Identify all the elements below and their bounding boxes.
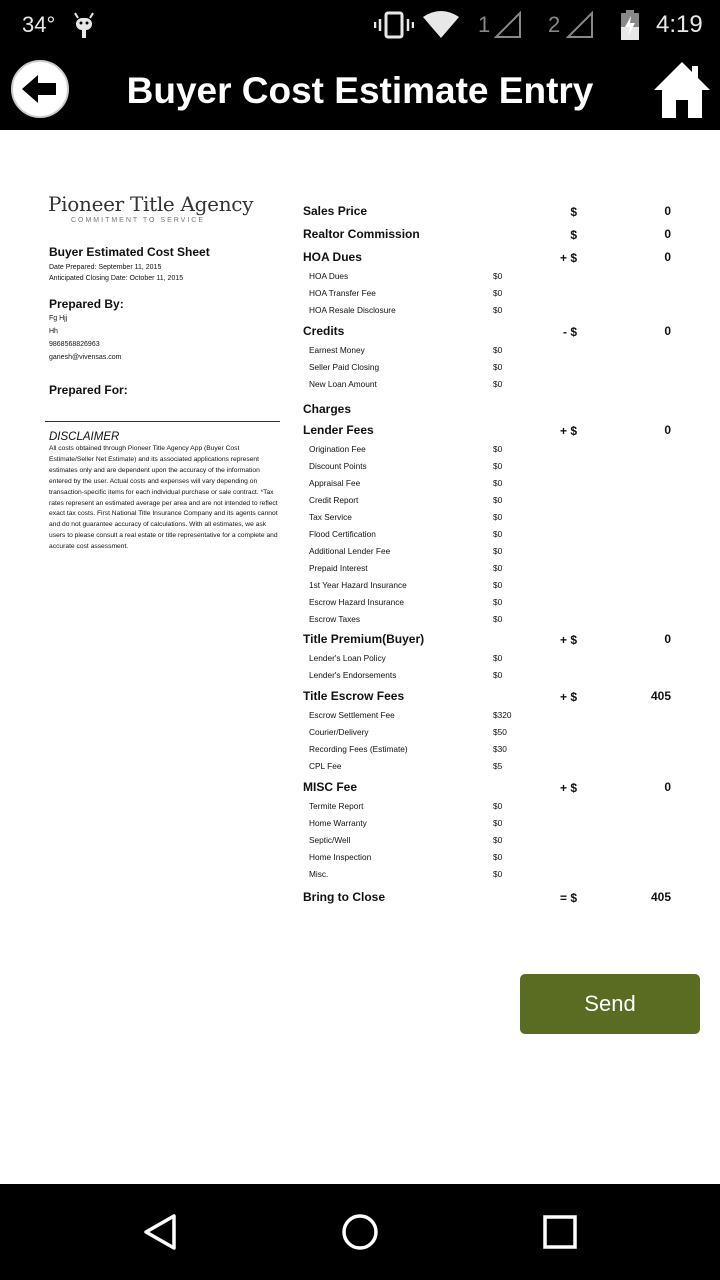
signal-2-icon: [566, 0, 594, 50]
item-appraisal-fee-amount[interactable]: $0: [493, 478, 503, 488]
section-misc-fee-label: MISC Fee: [303, 780, 358, 794]
item-hoa-dues-label: HOA Dues: [309, 271, 349, 281]
sim1-label: 1: [478, 12, 491, 37]
item-home-warranty-amount[interactable]: $0: [493, 818, 503, 828]
item-seller-paid-closing-label: Seller Paid Closing: [309, 362, 380, 372]
item-credit-report-label: Credit Report: [309, 495, 359, 505]
section-title-escrow-fees-value[interactable]: 405: [650, 689, 671, 703]
disclaimer-title: DISCLAIMER: [49, 431, 120, 443]
item-tax-service-amount[interactable]: $0: [493, 512, 503, 522]
item-discount-points-amount[interactable]: $0: [493, 461, 503, 471]
section-title-premium-buyer-value[interactable]: 0: [664, 632, 671, 646]
item-lender-s-endorsements-amount[interactable]: $0: [493, 670, 503, 680]
company-logo: [48, 192, 254, 224]
item-termite-report-amount[interactable]: $0: [493, 801, 503, 811]
section-charges-label: Charges: [303, 402, 352, 416]
item-origination-fee-label: Origination Fee: [309, 444, 366, 454]
sheet-title: Buyer Estimated Cost Sheet: [49, 245, 210, 259]
disclaimer-text: All costs obtained through Pioneer Title Agency App (Buyer Cost Estimate/Seller Net Estimate) and its associated applications represent estimates only and are dependent upon the accuracy of the information entered by the user. Actual costs and expenses will vary depending on transaction-specific items for each individual purchase or sale contract. *Tax rates represent an estimated average per area and are not intended to reflect exact tax costs. First National Title Insurance Company and its agents cannot and do not guarantee accuracy of calculations. With all estimates, we ask users to please consult a real estate or title representative for a complete and accurate cost assessment.: [49, 445, 278, 551]
section-title-premium-buyer-label: Title Premium(Buyer): [303, 632, 425, 646]
section-hoa-dues-label: HOA Dues: [303, 250, 362, 264]
item-prepaid-interest-label: Prepaid Interest: [309, 563, 368, 573]
item-tax-service-label: Tax Service: [309, 512, 352, 522]
item-lender-s-loan-policy-label: Lender's Loan Policy: [309, 653, 386, 663]
divider: [45, 421, 280, 422]
preparer-name: Fg Hjj: [49, 315, 68, 322]
item-escrow-settlement-fee-amount[interactable]: $320: [493, 710, 512, 720]
item-hoa-transfer-fee-label: HOA Transfer Fee: [309, 288, 376, 298]
closing-date: Anticipated Closing Date: October 11, 2015: [49, 275, 184, 282]
item-termite-report-label: Termite Report: [309, 801, 364, 811]
android-icon: [72, 0, 96, 50]
back-arrow-icon: [10, 59, 70, 119]
item-home-inspection-amount[interactable]: $0: [493, 852, 503, 862]
section-misc-fee-sign: + $: [559, 781, 577, 795]
item-credit-report-amount[interactable]: $0: [493, 495, 503, 505]
item-septic-well-label: Septic/Well: [309, 835, 351, 845]
date-prepared: Date Prepared: September 11, 2015: [49, 264, 162, 271]
item-hoa-resale-disclosure-label: HOA Resale Disclosure: [309, 305, 396, 315]
signal-1-icon: [494, 0, 522, 50]
sim2-label: 2: [548, 12, 561, 37]
item-hoa-transfer-fee-amount[interactable]: $0: [493, 288, 503, 298]
preparer-company: Hh: [49, 328, 58, 335]
preparer-email: ganesh@vivensas.com: [49, 354, 122, 361]
item-flood-certification-label: Flood Certification: [309, 529, 376, 539]
item-escrow-taxes-label: Escrow Taxes: [309, 614, 361, 624]
logo-tagline: COMMITMENT TO SERVICE: [70, 217, 206, 224]
item-misc-amount[interactable]: $0: [493, 869, 503, 879]
item-courier-delivery-amount[interactable]: $50: [493, 727, 507, 737]
item-hoa-resale-disclosure-amount[interactable]: $0: [493, 305, 503, 315]
vibrate-icon: [374, 0, 414, 50]
item-flood-certification-amount[interactable]: $0: [493, 529, 503, 539]
section-credits-label: Credits: [303, 324, 345, 338]
back-button[interactable]: [10, 59, 70, 119]
item-origination-fee-amount[interactable]: $0: [493, 444, 503, 454]
item-cpl-fee-amount[interactable]: $5: [493, 761, 503, 771]
nav-back-icon: [140, 1212, 180, 1252]
section-title-escrow-fees-label: Title Escrow Fees: [303, 689, 405, 703]
item-recording-fees-estimate-label: Recording Fees (Estimate): [309, 744, 408, 754]
navigation-bar: [0, 1184, 720, 1280]
temperature: 34°: [22, 12, 56, 37]
item-seller-paid-closing-amount[interactable]: $0: [493, 362, 503, 372]
nav-recents-button[interactable]: [530, 1204, 590, 1260]
section-bring-to-close-sign: = $: [559, 891, 577, 905]
section-misc-fee-value[interactable]: 0: [664, 780, 671, 794]
prepared-by-label: Prepared By:: [49, 297, 124, 311]
nav-back-button[interactable]: [130, 1204, 190, 1260]
battery-icon: [620, 0, 640, 50]
logo-text: Pioneer Title Agency: [48, 192, 254, 216]
item-prepaid-interest-amount[interactable]: $0: [493, 563, 503, 573]
home-button[interactable]: [652, 60, 712, 120]
item-appraisal-fee-label: Appraisal Fee: [309, 478, 361, 488]
item-escrow-taxes-amount[interactable]: $0: [493, 614, 503, 624]
item-1st-year-hazard-insurance-label: 1st Year Hazard Insurance: [309, 580, 407, 590]
section-realtor-commission-value[interactable]: 0: [664, 227, 671, 241]
page-title: Buyer Cost Estimate Entry: [126, 70, 594, 111]
section-sales-price-value[interactable]: 0: [664, 204, 671, 218]
section-realtor-commission-sign: $: [570, 228, 577, 242]
section-sales-price-sign: $: [570, 205, 577, 219]
section-hoa-dues-value[interactable]: 0: [664, 250, 671, 264]
item-escrow-hazard-insurance-label: Escrow Hazard Insurance: [309, 597, 404, 607]
section-sales-price-label: Sales Price: [303, 204, 368, 218]
item-additional-lender-fee-label: Additional Lender Fee: [309, 546, 391, 556]
item-additional-lender-fee-amount[interactable]: $0: [493, 546, 503, 556]
status-bar: [0, 0, 720, 50]
item-earnest-money-label: Earnest Money: [309, 345, 365, 355]
section-bring-to-close-value[interactable]: 405: [650, 890, 671, 904]
section-credits-value[interactable]: 0: [664, 324, 671, 338]
item-1st-year-hazard-insurance-amount[interactable]: $0: [493, 580, 503, 590]
section-credits-sign: - $: [562, 325, 577, 339]
item-discount-points-label: Discount Points: [309, 461, 367, 471]
nav-recents-icon: [540, 1212, 580, 1252]
item-septic-well-amount[interactable]: $0: [493, 835, 503, 845]
section-title-escrow-fees-sign: + $: [559, 690, 577, 704]
wifi-icon: [422, 0, 460, 50]
item-misc-label: Misc.: [309, 869, 329, 879]
item-escrow-settlement-fee-label: Escrow Settlement Fee: [309, 710, 395, 720]
prepared-for-label: Prepared For:: [49, 383, 128, 397]
nav-home-button[interactable]: [330, 1204, 390, 1260]
item-recording-fees-estimate-amount[interactable]: $30: [493, 744, 507, 754]
preparer-phone: 9868568826963: [49, 341, 100, 348]
home-icon: [652, 60, 712, 120]
section-hoa-dues-sign: + $: [559, 251, 577, 265]
item-home-inspection-label: Home Inspection: [309, 852, 372, 862]
section-lender-fees-label: Lender Fees: [303, 423, 374, 437]
item-earnest-money-amount[interactable]: $0: [493, 345, 503, 355]
item-hoa-dues-amount[interactable]: $0: [493, 271, 503, 281]
section-lender-fees-value[interactable]: 0: [664, 423, 671, 437]
section-lender-fees-sign: + $: [559, 424, 577, 438]
section-bring-to-close-label: Bring to Close: [303, 890, 386, 904]
item-escrow-hazard-insurance-amount[interactable]: $0: [493, 597, 503, 607]
item-cpl-fee-label: CPL Fee: [309, 761, 342, 771]
nav-home-icon: [340, 1212, 380, 1252]
item-lender-s-loan-policy-amount[interactable]: $0: [493, 653, 503, 663]
send-button[interactable]: Send: [520, 974, 700, 1034]
clock: 4:19: [656, 11, 703, 38]
item-lender-s-endorsements-label: Lender's Endorsements: [309, 670, 397, 680]
item-new-loan-amount-amount[interactable]: $0: [493, 379, 503, 389]
section-realtor-commission-label: Realtor Commission: [303, 227, 420, 241]
app-header: [0, 50, 720, 130]
section-title-premium-buyer-sign: + $: [559, 633, 577, 647]
item-home-warranty-label: Home Warranty: [309, 818, 367, 828]
item-courier-delivery-label: Courier/Delivery: [309, 727, 369, 737]
item-new-loan-amount-label: New Loan Amount: [309, 379, 377, 389]
